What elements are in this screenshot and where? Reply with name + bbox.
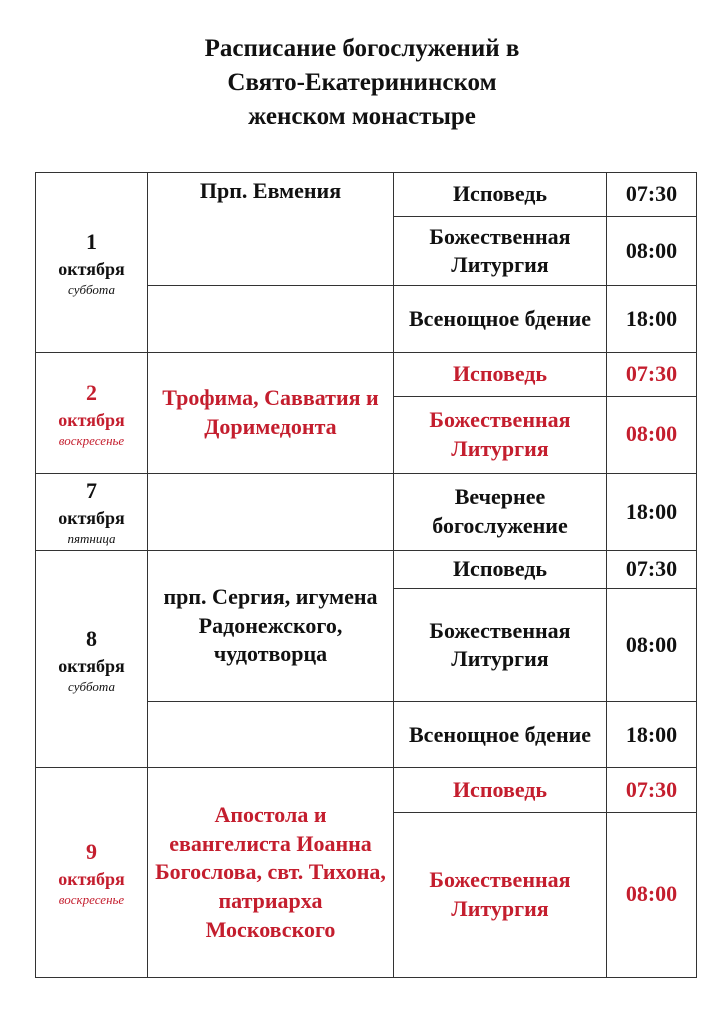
service-name: Божественная Литургия [394,396,607,473]
service-name: Божественная Литургия [394,217,607,286]
table-row [36,550,697,588]
day-number: 8 [86,625,97,651]
date-cell [36,473,148,550]
table-row [36,768,697,812]
title-line: Расписание богослужений в [204,35,520,62]
saint-cell-empty [148,286,394,353]
date-cell [36,173,148,353]
date-cell [36,550,148,768]
service-name: Исповедь [394,353,607,396]
weekday-label: пятница [67,531,116,547]
month-label: октября [58,259,125,280]
service-time: 08:00 [607,812,697,977]
month-label: октября [58,655,125,676]
day-number: 7 [86,478,97,504]
title-line: женском монастыре [248,103,476,130]
saint-cell-empty [148,702,394,768]
service-time: 07:30 [607,173,697,217]
date-cell [36,768,148,978]
service-name: Всенощное бдение [394,286,607,353]
service-time: 18:00 [607,473,697,550]
service-time: 07:30 [607,768,697,812]
weekday-label: суббота [68,282,115,298]
saint-cell: Прп. Евмения [148,173,394,286]
service-time: 07:30 [607,550,697,588]
day-number: 9 [86,839,97,865]
month-label: октября [58,409,125,430]
table-row [36,473,697,550]
service-name: Исповедь [394,550,607,588]
service-time: 18:00 [607,286,697,353]
day-number: 2 [86,379,97,405]
weekday-label: суббота [68,678,115,694]
table-row [36,353,697,396]
service-time: 18:00 [607,702,697,768]
service-name: Божественная Литургия [394,588,607,701]
day-number: 1 [86,229,97,255]
service-time: 08:00 [607,217,697,286]
weekday-label: воскресенье [58,432,125,448]
service-name: Исповедь [394,173,607,217]
service-name: Всенощное бдение [394,702,607,768]
saint-cell: прп. Сергия, игумена Радонежского, чудотворца [148,550,394,701]
saint-cell-empty [148,473,394,550]
service-name: Божественная Литургия [394,812,607,977]
month-label: октября [58,869,125,890]
table-row [36,173,697,217]
month-label: октября [58,508,125,529]
weekday-label: воскресенье [58,892,125,908]
saint-cell: Трофима, Савватия и Доримедонта [148,353,394,473]
title-line: Свято-Екатерининском [227,69,497,96]
saint-cell: Апостола и евангелиста Иоанна Богослова, свт. Тихона, патриарха Московского [148,768,394,978]
page-title [0,32,724,134]
service-name: Вечернее богослужение [394,473,607,550]
service-time: 07:30 [607,353,697,396]
service-time: 08:00 [607,588,697,701]
service-name: Исповедь [394,768,607,812]
schedule-table [35,172,697,978]
date-cell [36,353,148,473]
service-time: 08:00 [607,396,697,473]
